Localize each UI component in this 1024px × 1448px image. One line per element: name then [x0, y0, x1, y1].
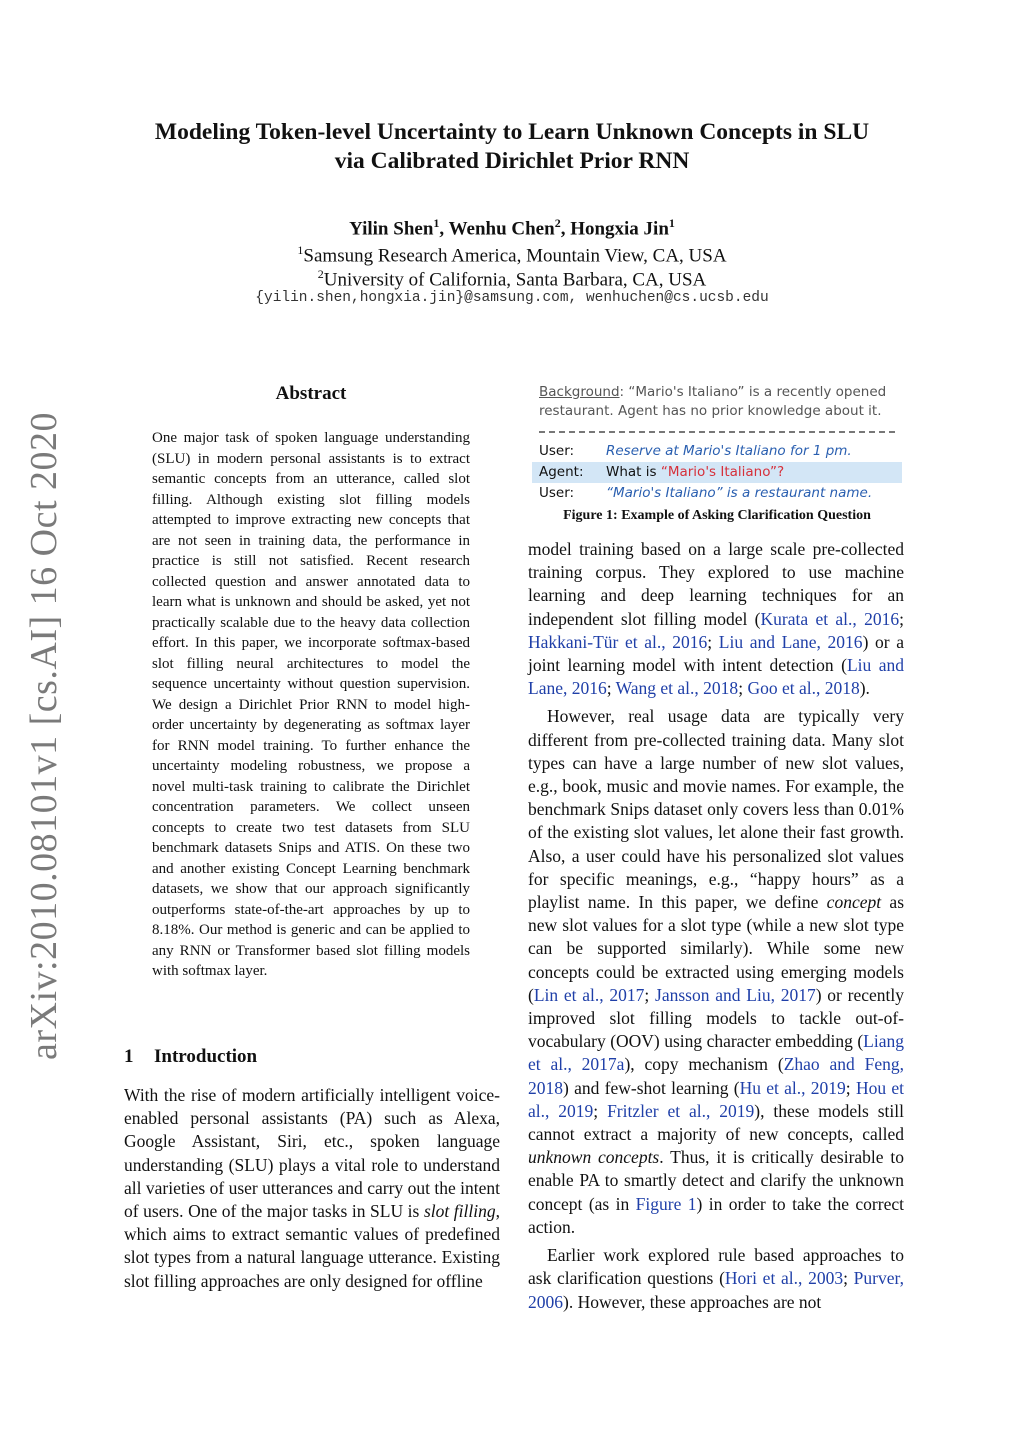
citation-separator: ; — [845, 1077, 856, 1098]
author-name: Wenhu Chen — [448, 218, 555, 240]
citation-separator: ; — [899, 608, 905, 629]
right-column-body — [528, 538, 904, 1319]
speaker-label: Agent: — [539, 464, 584, 480]
body-text: ), copy mechanism ( — [624, 1054, 784, 1075]
body-paragraph — [528, 1244, 904, 1314]
citation-link[interactable]: Purver, 2006 — [528, 1268, 904, 1312]
dialog-row-user — [532, 483, 902, 504]
body-text: ) or recently improved slot filling models to tackle out-of-vocabulary (OOV) using character embedding ( — [528, 984, 904, 1052]
figure-1 — [532, 383, 902, 524]
body-text: ), these models still cannot extract a majority of new concepts, called — [528, 1100, 904, 1145]
citation-link[interactable]: Hakkani-Tür et al., 2016 — [528, 631, 708, 652]
citation-link[interactable]: Kurata et al., 2016 — [760, 608, 900, 629]
section-title: Introduction — [154, 1046, 258, 1067]
figure-dashed-divider — [539, 431, 895, 433]
agent-utterance — [606, 462, 784, 483]
citation-link[interactable]: Hu et al., 2019 — [739, 1077, 846, 1098]
caption-label: Figure 1: — [563, 508, 618, 523]
intro-emphasis: slot filling — [423, 1201, 496, 1222]
citation-link[interactable]: Hori et al., 2003 — [724, 1268, 844, 1289]
abstract-body: One major task of spoken language understanding (SLU) in modern personal assistants is to extract semantic concepts from an utterance, called slot filling. Although existing slot filling models attempted to improve extracting new concepts that are not seen in training data, the performance in practice is still not satisfied. Recent research collected question and answer annotated data to learn what is unknown and should be asked, yet not practically scalable due to the heavy data collection effort. In this paper, we incorporate softmax-based slot filling neural architectures to model the sequence uncertainty without question supervision. We design a Dirichlet Prior RNN to model high-order uncertainty by degenerating as softmax layer for RNN model training. To further enhance the uncertainty modeling robustness, we propose a novel multi-task training to calibrate the Dirichlet concentration parameters. We collect unseen concepts to create two test datasets from SLU benchmark datasets Snips and ATIS. On these two and another existing Concept Learning benchmark datasets, we show that our approach significantly outperforms state-of-the-art approaches by up to 8.18%. Our method is generic and can be applied to any RNN or Transformer based slot filling models with softmax layer. — [152, 430, 470, 979]
author-affiliation-mark: 1 — [668, 216, 675, 230]
agent-question-text: What is — [606, 464, 661, 480]
author-name: Hongxia Jin — [570, 218, 669, 240]
intro-text: , which aims to extract semantic values of predefined slot types from a natural language utterance. Existing slot filling approaches are only designed for offline — [124, 1201, 500, 1291]
author-emails: {yilin.shen,hongxia.jin}@samsung.com, wenhuchen@cs.ucsb.edu — [255, 290, 769, 306]
citation-separator: ; — [707, 631, 719, 652]
unknown-concept-highlight: “Mario's Italiano”? — [660, 464, 785, 480]
citation-separator: ; — [593, 1100, 608, 1121]
title-line-1: Modeling Token-level Uncertainty to Learn Unknown Concepts in SLU — [154, 119, 870, 145]
affiliation-text: University of California, Santa Barbara, CA, USA — [323, 269, 707, 291]
citation-link[interactable]: Fritzler et al., 2019 — [607, 1100, 755, 1121]
citation-link[interactable]: Wang et al., 2018 — [615, 678, 739, 699]
affiliation-mark: 2 — [317, 267, 324, 281]
background-label: Background — [539, 384, 620, 400]
speaker-label: User: — [539, 443, 575, 459]
citation-link[interactable]: Liang et al., 2017a — [528, 1031, 904, 1075]
body-text: as new slot values for a slot type (while a new slot type can be supported similarly). While some new concepts could be extracted using emerging models ( — [528, 892, 905, 1005]
user-utterance: “Mario's Italiano” is a restaurant name. — [606, 485, 873, 501]
body-emphasis: unknown concepts — [528, 1147, 660, 1168]
body-text: ). — [859, 678, 870, 699]
caption-text: Example of Asking Clarification Question — [621, 508, 871, 523]
body-paragraph — [528, 705, 904, 1239]
citation-separator: ; — [738, 678, 748, 699]
citation-separator: ; — [843, 1268, 854, 1289]
citation-link[interactable]: Hou et al., 2019 — [528, 1077, 904, 1121]
citation-link[interactable]: Lin et al., 2017 — [533, 984, 645, 1005]
body-text: Earlier work explored rule based approaches to ask clarification questions ( — [528, 1245, 904, 1289]
citation-separator: ; — [606, 678, 616, 699]
author-separator: , — [560, 218, 571, 240]
paper-title — [110, 118, 914, 176]
citation-link[interactable]: Goo et al., 2018 — [747, 678, 860, 699]
body-text: ). However, these approaches are not — [563, 1291, 822, 1312]
figure-reference-link[interactable]: Figure 1 — [635, 1193, 697, 1214]
citation-link[interactable]: Liu and Lane, 2016 — [528, 655, 904, 699]
title-line-2: via Calibrated Dirichlet Prior RNN — [334, 148, 690, 174]
body-emphasis: concept — [826, 892, 882, 913]
dialog-row-user — [532, 441, 902, 462]
user-utterance: Reserve at Mario's Italiano for 1 pm. — [606, 443, 852, 459]
citation-separator: ; — [644, 984, 656, 1005]
author-name: Yilin Shen — [349, 218, 434, 240]
dialog-row-agent — [532, 462, 902, 483]
author-separator: , — [439, 218, 449, 240]
body-text: ) or a joint learning model with intent detection ( — [528, 631, 904, 676]
section-number: 1 — [124, 1046, 134, 1067]
body-text: ) in order to take the correct action. — [528, 1193, 904, 1237]
body-text: model training based on a large scale pre-collected training corpus. They explored to use machine learning and deep learning techniques for an independent slot filling model ( — [528, 539, 904, 629]
body-paragraph — [528, 538, 904, 700]
body-text: ) and few-shot learning ( — [563, 1077, 740, 1098]
intro-text: With the rise of modern artificially intelligent voice-enabled personal assistants (PA) such as Alexa, Google Assistant, Siri, etc., spoken language understanding (SLU) plays a vital role to understand all varieties of user utterances and carry out the intent of users. One of the major tasks in SLU is — [124, 1085, 500, 1222]
body-text: . Thus, it is critically desirable to enable PA to smartly detect and clarify the unknown concept (as in — [528, 1147, 905, 1214]
body-text: However, real usage data are typically very different from pre-collected training data. Many slot types can have a large number of new slot values, e.g., book, music and movie names. For example, the benchmark Snips dataset only covers less than 0.01% of the existing slot values, let alone their fast growth. Also, a user could have his personalized slot values for specific meanings, e.g., “happy hours” as a playlist name. In this paper, we define — [528, 706, 904, 913]
affiliation-mark: 1 — [297, 243, 304, 257]
background-description: : “Mario's Italiano” is a recently opened restaurant. Agent has no prior knowledge about it. — [539, 384, 887, 419]
introduction-paragraph — [124, 1084, 500, 1293]
abstract-heading: Abstract — [275, 383, 347, 404]
author-affiliation-mark: 2 — [554, 216, 561, 230]
speaker-label: User: — [539, 485, 575, 501]
section-heading-introduction — [124, 1046, 504, 1068]
citation-link[interactable]: Jansson and Liu, 2017 — [655, 984, 816, 1005]
affiliation-text: Samsung Research America, Mountain View, CA, USA — [303, 245, 727, 267]
author-affiliation-mark: 1 — [433, 216, 440, 230]
figure-caption — [532, 508, 902, 524]
citation-link[interactable]: Liu and Lane, 2016 — [718, 631, 863, 652]
citation-link[interactable]: Zhao and Feng, 2018 — [528, 1054, 904, 1098]
affiliation-2 — [110, 262, 914, 292]
arxiv-identifier: arXiv:2010.08101v1 [cs.AI] 16 Oct 2020 — [23, 411, 65, 1060]
figure-background-text — [539, 383, 899, 421]
